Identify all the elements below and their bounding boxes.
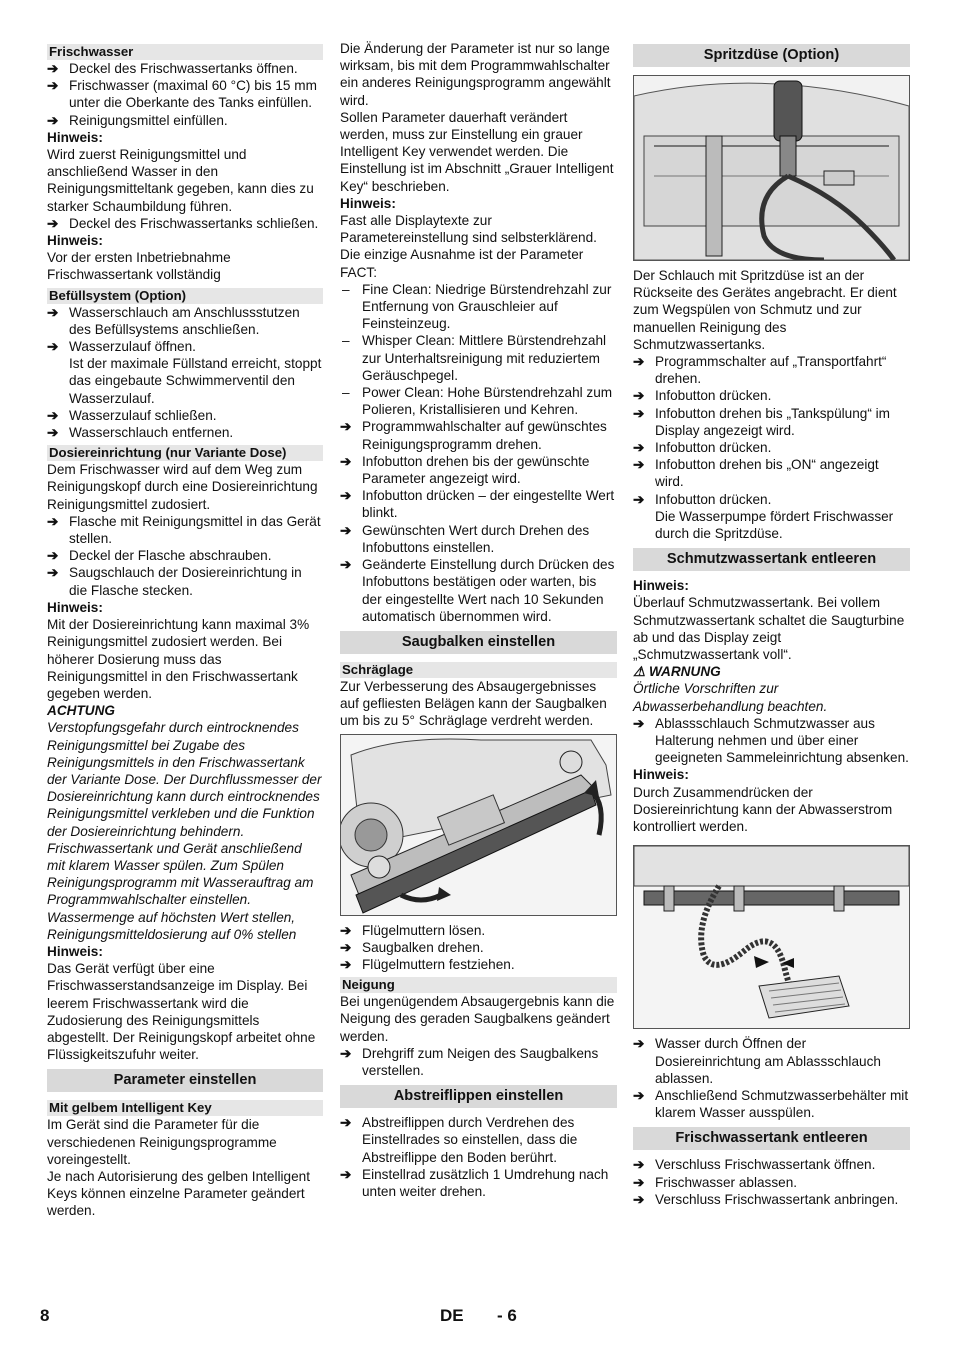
- step: ➔ Programmwahlschalter auf gewünschtes Reinigungsprogramm drehen.: [340, 419, 607, 452]
- note-label: Hinweis:: [633, 767, 689, 783]
- note-label: Hinweis:: [340, 195, 396, 211]
- arrow-icon: ➔: [340, 488, 352, 504]
- paragraph: Zur Verbesserung des Absaugergebnisses auf gefliesten Belägen kann der Saugbalken um bis zu 5° Schräglage verdreht werden.: [340, 678, 607, 729]
- arrow-icon: ➔: [633, 1174, 645, 1190]
- arrow-icon: ➔: [633, 354, 645, 370]
- step: ➔ Reinigungsmittel einfüllen.: [47, 112, 228, 128]
- column-1: [47, 40, 323, 1220]
- step: ➔ Gewünschten Wert durch Drehen des Infobuttons einstellen.: [340, 522, 590, 555]
- arrow-icon: ➔: [47, 565, 59, 581]
- step: ➔ Flügelmuttern lösen.: [340, 922, 486, 938]
- step: ➔ Wasserschlauch entfernen.: [47, 425, 234, 441]
- arrow-icon: ➔: [47, 548, 59, 564]
- figure-drain-hose: [633, 845, 910, 1029]
- arrow-icon: ➔: [340, 939, 352, 955]
- step: ➔ Flasche mit Reinigungsmittel in das Gerät stellen.: [47, 513, 321, 547]
- section-page-number: - 6: [497, 1306, 517, 1325]
- step: ➔ Infobutton drücken.: [633, 491, 772, 507]
- step: ➔ Drehgriff zum Neigen des Saugbalkens verstellen.: [340, 1045, 599, 1078]
- step: ➔ Wasser durch Öffnen der Dosiereinrichtung am Ablassschlauch ablassen.: [633, 1036, 881, 1086]
- step-result: Die Wasserpumpe fördert Frischwasser durch die Spritzdüse.: [655, 508, 894, 542]
- dash-item: – Whisper Clean: Mittlere Bürstendrehzahl zur Unterhaltsreinigung mit reduziertem Geräuschpegel.: [342, 333, 607, 383]
- arrow-icon: ➔: [633, 715, 645, 731]
- warning-text: Örtliche Vorschriften zur Abwasserbehandlung beachten.: [633, 681, 828, 714]
- note-text: Fast alle Displaytexte zur Parametereinstellung sind selbsterklärend. Die einzige Ausnahme ist der Parameter FACT:: [340, 213, 597, 280]
- note-label: Hinweis:: [47, 129, 103, 145]
- column-2: [340, 40, 617, 1200]
- step: ➔ Saugbalken drehen.: [340, 939, 484, 955]
- arrow-icon: ➔: [47, 407, 59, 423]
- drain-hose-illustration: [634, 846, 909, 1028]
- paragraph: Die Änderung der Parameter ist nur so lange wirksam, bis mit dem Programmwahlschalter ein anderes Reinigungsprogramm angewählt wird.: [340, 41, 611, 108]
- step: ➔ Wasserzulauf schließen.: [47, 407, 217, 423]
- step-result: Ist der maximale Füllstand erreicht, stoppt das eingebaute Schwimmerventil den Wasserzulauf.: [69, 356, 322, 406]
- paragraph: Dem Frischwasser wird auf dem Weg zum Reinigungskopf durch eine Dosiereinrichtung Reinigungsmittel zudosiert.: [47, 462, 318, 512]
- arrow-icon: ➔: [340, 557, 352, 573]
- section-heading-abstreiflippen: Abstreiflippen einstellen: [340, 1085, 617, 1108]
- section-heading-frischwassertank: Frischwassertank entleeren: [633, 1127, 910, 1150]
- step: ➔ Anschließend Schmutzwasserbehälter mit klarem Wasser ausspülen.: [633, 1087, 909, 1121]
- step: ➔ Wasserschlauch am Anschlussstutzen des Befüllsystems anschließen.: [47, 304, 300, 337]
- arrow-icon: ➔: [340, 1045, 352, 1061]
- arrow-icon: ➔: [633, 1087, 645, 1103]
- page-number: 8: [40, 1306, 50, 1325]
- note-text: Vor der ersten Inbetriebnahme Frischwassertank vollständig: [47, 250, 231, 283]
- arrow-icon: ➔: [340, 922, 352, 938]
- step: ➔ Programmschalter auf „Transportfahrt“ drehen.: [633, 354, 887, 387]
- arrow-icon: ➔: [47, 61, 59, 76]
- arrow-icon: ➔: [47, 304, 59, 320]
- step: ➔ Infobutton drehen bis „Tankspülung“ im Display angezeigt wird.: [633, 405, 891, 438]
- paragraph: Sollen Parameter dauerhaft verändert werden, muss zur Einstellung ein grauer Intelligent Key verwendet werden. Die Einstellung ist im Abschnitt „Grauer Intelligent Key“ beschrieben.: [340, 109, 614, 194]
- step: ➔ Frischwasser ablassen.: [633, 1174, 798, 1190]
- step: ➔ Frischwasser (maximal 60 °C) bis 15 mm unter die Oberkante des Tanks einfüllen.: [47, 78, 317, 111]
- section-heading-spritzduese: Spritzdüse (Option): [633, 44, 910, 67]
- paragraph: Je nach Autorisierung des gelben Intelligent Keys können einzelne Parameter geändert werden.: [47, 1168, 310, 1219]
- paragraph: Der Schlauch mit Spritzdüse ist an der Rückseite des Gerätes angebracht. Er dient zum Wegspülen von Schmutz und zur manuellen Reinigung des Schmutzwassertanks.: [633, 268, 897, 352]
- subheading-gelber-key: Mit gelbem Intelligent Key: [47, 1100, 323, 1116]
- step: ➔ Infobutton drehen bis „ON“ angezeigt wird.: [633, 457, 879, 490]
- step: ➔ Verschluss Frischwassertank anbringen.: [633, 1191, 899, 1207]
- arrow-icon: ➔: [340, 453, 352, 469]
- step: ➔ Infobutton drücken.: [633, 388, 772, 404]
- note-text: Überlauf Schmutzwassertank. Bei vollem Schmutzwassertank schaltet die Saugturbine ab und das Display zeigt „Schmutzwassertank voll“.: [633, 595, 905, 663]
- arrow-icon: ➔: [633, 491, 645, 507]
- arrow-icon: ➔: [47, 513, 59, 529]
- arrow-icon: ➔: [340, 419, 352, 435]
- squeegee-illustration: [341, 735, 616, 915]
- arrow-icon: ➔: [47, 215, 59, 231]
- figure-squeegee-angle: [340, 734, 617, 916]
- subheading-befuellsystem: Befüllsystem (Option): [47, 288, 323, 304]
- arrow-icon: ➔: [633, 1157, 645, 1173]
- arrow-icon: ➔: [633, 388, 645, 404]
- step: ➔ Saugschlauch der Dosiereinrichtung in die Flasche stecken.: [47, 565, 302, 598]
- subheading-schraeglage: Schräglage: [340, 662, 617, 678]
- subheading-neigung: Neigung: [340, 977, 617, 993]
- section-heading-schmutzwassertank: Schmutzwassertank entleeren: [633, 548, 910, 571]
- note-label: Hinweis:: [47, 233, 103, 249]
- step: ➔ Deckel des Frischwassertanks öffnen.: [47, 61, 298, 76]
- arrow-icon: ➔: [340, 956, 352, 972]
- arrow-icon: ➔: [47, 425, 59, 441]
- note-label: Hinweis:: [633, 578, 689, 594]
- step: ➔ Infobutton drehen bis der gewünschte Parameter angezeigt wird.: [340, 453, 590, 487]
- spray-nozzle-illustration: [634, 76, 909, 260]
- step: ➔ Deckel der Flasche abschrauben.: [47, 548, 272, 564]
- arrow-icon: ➔: [47, 339, 59, 355]
- arrow-icon: ➔: [633, 457, 645, 473]
- arrow-icon: ➔: [633, 405, 645, 421]
- step: ➔ Infobutton drücken – der eingestellte Wert blinkt.: [340, 488, 615, 521]
- dash-item: – Fine Clean: Niedrige Bürstendrehzahl zur Entfernung von Grauschleier auf Feinsteinzeug.: [342, 281, 612, 332]
- figure-spray-nozzle: [633, 75, 910, 261]
- arrow-icon: ➔: [47, 112, 59, 128]
- arrow-icon: ➔: [633, 440, 645, 456]
- step: ➔ Deckel des Frischwassertanks schließen.: [47, 215, 319, 231]
- section-heading-parameter: Parameter einstellen: [47, 1069, 323, 1092]
- step: ➔ Flügelmuttern festziehen.: [340, 956, 515, 972]
- subheading-dosiereinrichtung: Dosiereinrichtung (nur Variante Dose): [47, 445, 323, 461]
- caution-label: ACHTUNG: [47, 703, 115, 719]
- arrow-icon: ➔: [340, 1166, 352, 1182]
- note-text: Mit der Dosiereinrichtung kann maximal 3% Reinigungsmittel zudosiert werden. Bei höherer Dosierung muss das Reinigungsmittel in den Frischwassertank gegeben werden.: [47, 617, 310, 701]
- arrow-icon: ➔: [340, 1115, 352, 1131]
- arrow-icon: ➔: [340, 522, 352, 538]
- warning-icon: ⚠: [633, 664, 646, 680]
- note-label: Hinweis:: [47, 943, 103, 959]
- step: ➔ Geänderte Einstellung durch Drücken des Infobuttons bestätigen oder warten, bis der eingestellte Wert nach 10 Sekunden automatisch übernommen wird.: [340, 557, 615, 624]
- language-code: DE: [440, 1306, 464, 1325]
- note-text: Wird zuerst Reinigungsmittel und anschließend Wasser in den Reinigungsmitteltank gegeben, kann dies zu starker Schaumbildung führen.: [47, 147, 314, 214]
- arrow-icon: ➔: [633, 1036, 645, 1052]
- step: ➔ Einstellrad zusätzlich 1 Umdrehung nach unten weiter drehen.: [340, 1166, 609, 1199]
- arrow-icon: ➔: [633, 1191, 645, 1207]
- note-text: Durch Zusammendrücken der Dosiereinrichtung kann der Abwasserstrom kontrolliert werden.: [633, 784, 893, 835]
- column-3: [633, 40, 910, 1208]
- dash-item: – Power Clean: Hohe Bürstendrehzahl zum Polieren, Kristallisieren und Kehren.: [342, 385, 613, 418]
- note-label: Hinweis:: [47, 599, 103, 615]
- note-text: Das Gerät verfügt über eine Frischwasserstandsanzeige im Display. Bei leerem Frischwassertank wird die Zudosierung des Reinigungsmittels abgestellt. Der Reinigungskopf arbeitet ohne Flüssigkeitszufuhr weiter.: [47, 961, 316, 1063]
- paragraph: Im Gerät sind die Parameter für die verschiedenen Reinigungsprogramme voreingestellt.: [47, 1117, 277, 1167]
- paragraph: Bei ungenügendem Absaugergebnis kann die Neigung des geraden Saugbalkens geändert werden.: [340, 994, 615, 1044]
- step: ➔ Verschluss Frischwassertank öffnen.: [633, 1157, 876, 1173]
- section-heading-saugbalken: Saugbalken einstellen: [340, 631, 617, 654]
- subheading-frischwasser: Frischwasser: [47, 44, 323, 60]
- warning-label: ⚠ WARNUNG: [633, 664, 721, 680]
- step: ➔ Abstreiflippen durch Verdrehen des Einstellrades so einstellen, dass die Abstreiflippe den Boden berührt.: [340, 1115, 578, 1165]
- caution-text: Verstopfungsgefahr durch eintrocknendes Reinigungsmittel bei Zugabe des Reinigungsmittels in den Frischwassertank der Variante Dose. Der Durchflussmesser der Dosiereinrichtung kann durch eintrocknendes Reinigungsmittel verkleben und die Funktion der Dosiereinrichtung behindern. Frischwassertank und Gerät anschließend mit klarem Wasser spülen. Zum Spülen Reinigungsprogramm mit Wasserauftrag am Programmwahlschalter einstellen. Wassermenge auf höchsten Wert stellen, Reinigungsmitteldosierung auf 0% stellen: [47, 720, 322, 942]
- step: ➔ Ablassschlauch Schmutzwasser aus Halterung nehmen und über einer geeigneten Sammeleinrichtung absenken.: [633, 715, 909, 766]
- step: ➔ Infobutton drücken.: [633, 440, 772, 456]
- arrow-icon: ➔: [47, 78, 59, 94]
- step: ➔ Wasserzulauf öffnen.: [47, 339, 196, 355]
